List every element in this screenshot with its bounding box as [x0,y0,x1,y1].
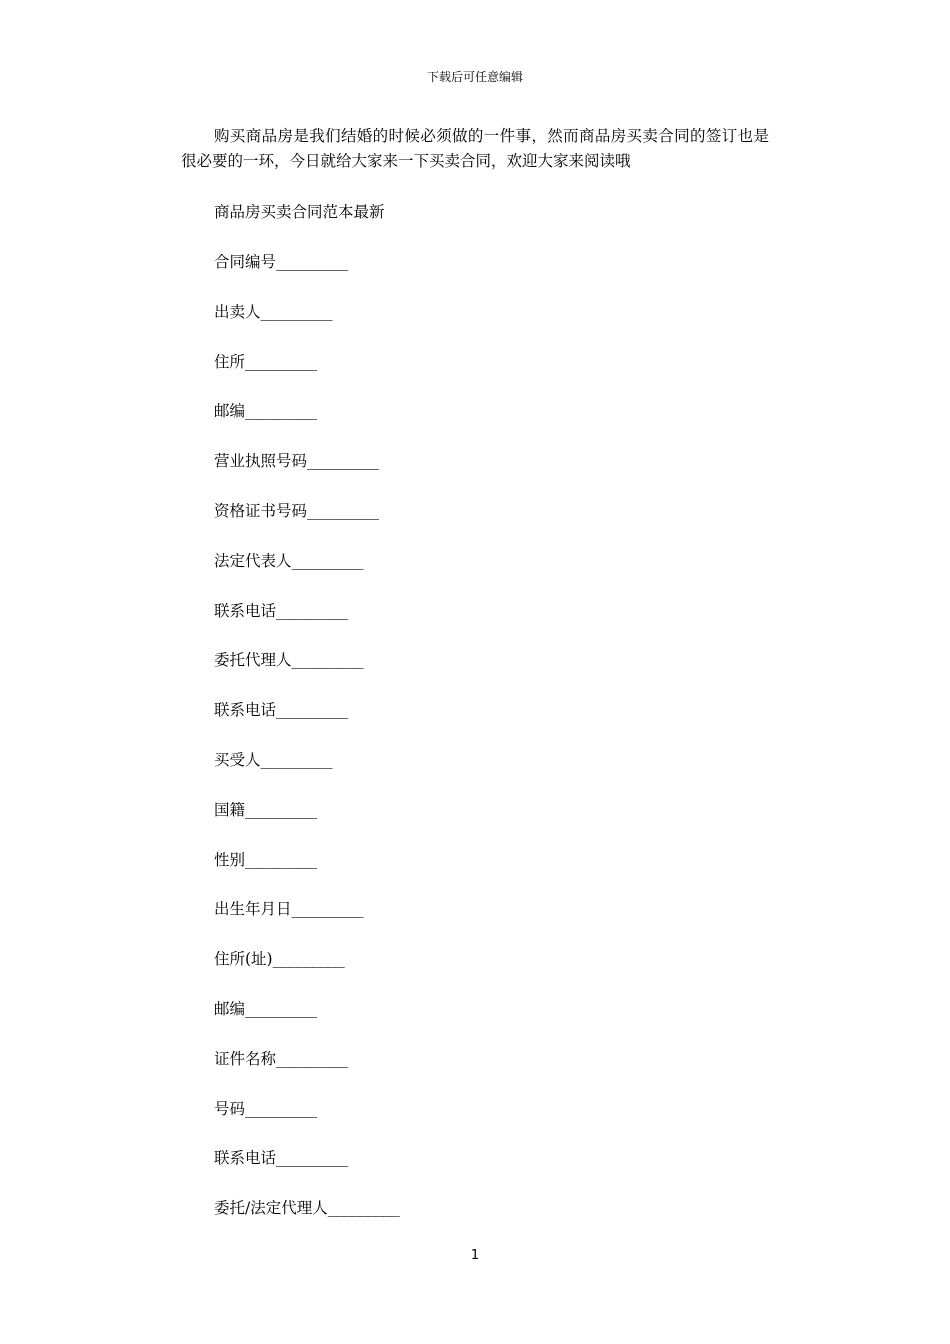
field-seller-address [214,351,399,401]
field-label: 委托代理人 [214,651,292,670]
fill-in-blank: _________ [291,551,363,570]
fill-in-blank: _________ [327,1199,399,1218]
field-authorized-agent [214,649,399,699]
field-nationality [214,799,399,849]
field-label: 性别 [214,850,246,869]
fill-in-blank: _________ [260,302,332,321]
fill-in-blank: _________ [291,900,363,919]
field-label: 出卖人 [214,302,261,321]
field-business-license-number [214,450,399,500]
field-agent-phone [214,699,399,749]
fill-in-blank: _________ [276,701,347,720]
fill-in-blank: _________ [276,1149,347,1168]
field-label: 资格证书号码 [214,501,308,520]
field-id-number [214,1098,399,1148]
field-label: 法定代表人 [214,551,292,570]
field-date-of-birth [214,898,399,948]
field-label: 证件名称 [214,1049,277,1068]
field-label: 合同编号 [214,253,277,271]
field-seller-phone [214,600,399,650]
fill-in-blank: _________ [307,452,378,471]
field-seller [214,301,399,351]
field-label: 营业执照号码 [214,452,308,471]
field-contract-number [214,251,399,301]
contract-field-list [214,251,399,1247]
field-qualification-certificate-number [214,500,399,550]
page-number: 1 [470,1248,480,1263]
field-label: 联系电话 [214,701,277,720]
field-label: 联系电话 [214,601,277,620]
fill-in-blank: _________ [272,950,344,969]
fill-in-blank: _________ [260,750,332,769]
field-label: 邮编 [214,999,246,1018]
field-label: 住所 [214,352,246,371]
field-buyer [214,749,399,799]
fill-in-blank: _________ [245,1099,316,1118]
fill-in-blank: _________ [276,253,347,271]
fill-in-blank: _________ [276,601,347,620]
document-title: 商品房买卖合同范本最新 [214,203,385,221]
fill-in-blank: _________ [245,999,316,1018]
field-label: 国籍 [214,800,246,819]
field-label: 邮编 [214,402,246,421]
fill-in-blank: _________ [245,402,316,421]
field-label: 号码 [214,1099,246,1118]
intro-paragraph: 购买商品房是我们结婚的时候必须做的一件事，然而商品房买卖合同的签订也是很必要的一环，今日就给大家来一下买卖合同，欢迎大家来阅读哦 [181,127,769,170]
fill-in-blank: _________ [245,850,316,869]
page-header: 下载后可任意编辑 [426,70,523,84]
field-id-document-name [214,1048,399,1098]
field-label: 住所(址) [214,950,273,969]
fill-in-blank: _________ [291,651,363,670]
fill-in-blank: _________ [245,352,316,371]
field-label: 联系电话 [214,1149,277,1168]
field-buyer-address [214,948,399,998]
field-buyer-phone [214,1147,399,1197]
field-buyer-postcode [214,998,399,1048]
field-label: 出生年月日 [214,900,292,919]
field-seller-postcode [214,400,399,450]
field-gender [214,849,399,899]
fill-in-blank: _________ [245,800,316,819]
fill-in-blank: _________ [307,501,378,520]
field-legal-representative [214,550,399,600]
field-label: 委托/法定代理人 [214,1199,328,1218]
field-label: 买受人 [214,750,261,769]
fill-in-blank: _________ [276,1049,347,1068]
field-buyer-agent [214,1197,399,1247]
